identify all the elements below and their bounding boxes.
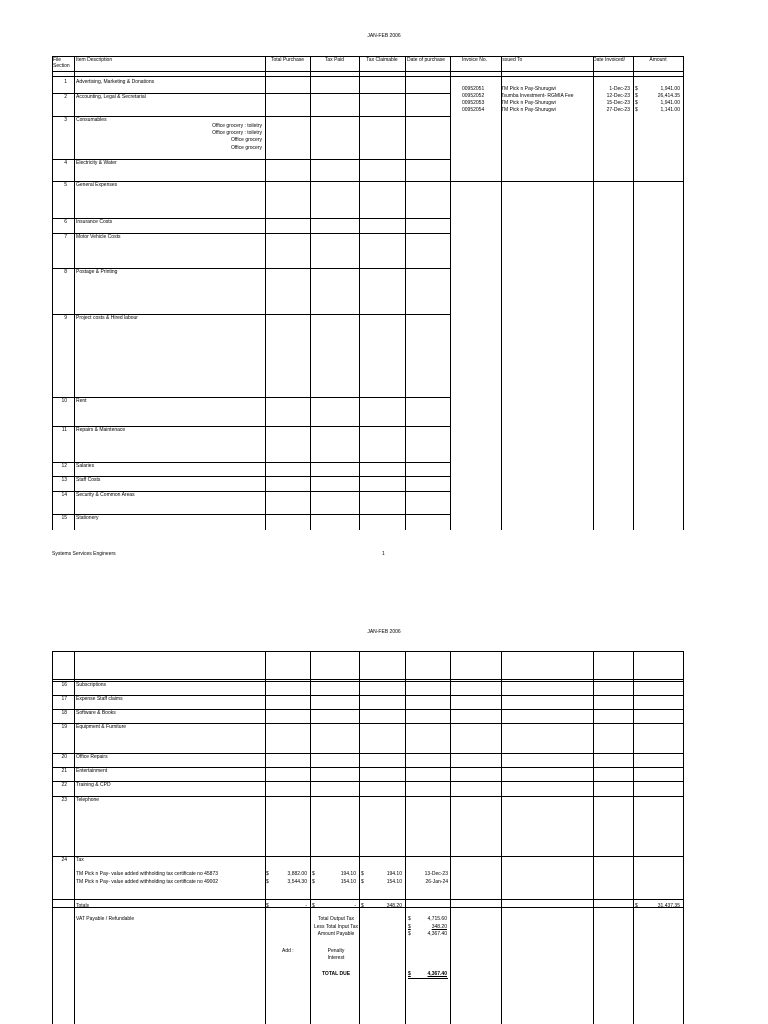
invoice-amount: 1,141.00 [660,107,680,113]
col-header-date-of-purchase: Date of purchase [407,57,446,63]
section-number: 10 [61,398,67,404]
totals-total-purchase: - [305,903,307,909]
col-header-amount: Amount [649,57,667,63]
vat-currency: $ [408,931,411,937]
invoice-date: 15-Dec-23 [606,100,630,106]
invoice-issued-to: Tsumba Investment- RGMIA Fee [501,93,574,99]
column-divider [593,56,594,530]
col-header-tax-claimable: Tax Claimable [366,57,398,63]
tax-row-tax-claimable: 154.10 [386,879,402,885]
totals-tax-paid: - [354,903,356,909]
vat-currency: $ [408,916,411,922]
row-divider [52,679,683,680]
section-label: Telephone [76,797,100,803]
col-header-issued-to: Issued To [501,57,523,63]
column-divider [265,56,266,530]
invoice-issued-to: TM Pick n Pay-Shurugwi [501,107,556,113]
section-label: Salaries [76,463,95,469]
vat-input-tax-label: Less Total Input Tax [313,924,358,930]
tax-row-date: 26-Jan-24 [425,879,448,885]
column-divider [501,651,502,1024]
section-label: Subscriptions [76,682,107,688]
column-divider [52,56,53,530]
section-number: 23 [61,797,67,803]
consumables-item: Office grocery [230,145,262,151]
row-divider [450,181,683,182]
tax-row-currency: $ [361,871,364,877]
section-number: 14 [61,492,67,498]
consumables-item: Office grocery : toiletry [212,123,262,129]
col-header-item-description: Item Description [76,57,113,63]
totals-currency: $ [361,903,364,909]
column-divider [359,651,360,1024]
column-divider [405,651,406,1024]
invoice-currency: $ [635,107,638,113]
vat-currency: $ [408,971,411,977]
section-number: 16 [61,682,67,688]
section-number: 19 [61,724,67,730]
tax-row-total-purchase: 3,882.00 [287,871,307,877]
tax-row-total-purchase: 3,544.30 [287,879,307,885]
invoice-amount: 1,941.00 [660,100,680,106]
table-top-border [52,56,683,57]
column-divider [310,651,311,1024]
row-divider [52,767,683,768]
column-divider [359,56,360,530]
footer-page-number: 1 [382,551,385,557]
col-header-file-section: File Section [53,57,70,69]
row-divider [52,723,683,724]
invoice-currency: $ [635,93,638,99]
section-label: Stationery [76,515,99,521]
section-label: Security & Common Areas [76,492,135,498]
section-label: Equipment & Furniture [76,724,127,730]
row-divider [52,753,683,754]
section-number: 11 [61,427,67,433]
totals-label: Totals [76,903,90,909]
row-divider [52,796,683,797]
row-divider [52,899,683,900]
invoice-date: 12-Dec-23 [606,93,630,99]
vat-output-tax-value: 4,715.60 [427,916,447,922]
tax-row-tax-claimable: 194.10 [386,871,402,877]
vat-input-tax-value: 348.20 [431,924,447,930]
section-label: Insurance Costs [76,219,113,225]
invoice-date: 27-Dec-23 [606,107,630,113]
section-label: Training & CPD [76,782,111,788]
section-label: Motor Vehicle Costs [76,234,121,240]
column-divider [450,56,451,530]
column-divider [74,56,75,530]
section-number: 13 [61,477,67,483]
totals-currency: $ [266,903,269,909]
page1-title: JAN-FEB 2006 [367,33,401,39]
section-label: Entertainment [76,768,108,774]
invoice-issued-to: TM Pick n Pay-Shurugwi [501,100,556,106]
invoice-date: 1-Dec-23 [609,86,630,92]
col-header-total-purchase: Total Purchase [270,57,305,63]
section-label: Electricity & Water [76,160,117,166]
section-number: 15 [61,515,67,521]
section-number: 21 [61,768,67,774]
row-divider [52,681,683,682]
section-label: Postage & Printing [76,269,118,275]
column-divider [310,56,311,530]
section-number: 5 [64,182,67,188]
row-divider [52,116,450,117]
section-number: 18 [61,710,67,716]
vat-currency: $ [408,924,411,930]
invoice-currency: $ [635,100,638,106]
invoice-amount: 26,414.35 [657,93,680,99]
invoice-number: 00952051 [462,86,485,92]
footer-company: Systems Services Engineers [52,551,116,557]
section-number: 24 [61,857,67,863]
vat-label: VAT Payable / Refundable [76,916,135,922]
consumables-item: Office grocery : toiletry [212,130,262,136]
double-underline [408,978,448,979]
column-divider [52,651,53,1024]
tax-row-currency: $ [266,871,269,877]
section-number: 4 [64,160,67,166]
invoice-currency: $ [635,86,638,92]
section-number: 7 [64,234,67,240]
column-divider [633,651,634,1024]
tax-row-description: TM Pick n Pay- value added withholding tax certificate no 45873 [76,871,219,877]
totals-currency: $ [312,903,315,909]
page2-title: JAN-FEB 2006 [367,629,401,635]
vat-total-due-value: 4,367.40 [427,971,447,977]
vat-total-due-label: TOTAL DUE [321,971,351,977]
section-label: Office Repairs [76,754,108,760]
row-divider [52,397,450,398]
vat-interest-label: Interest [327,955,345,961]
column-divider [74,651,75,1024]
col-header-tax-paid: Tax Paid [324,57,345,63]
column-divider [265,651,266,1024]
row-divider [52,781,683,782]
row-divider [52,856,683,857]
column-divider [633,56,634,530]
section-number: 12 [61,463,67,469]
section-label: Rent [76,398,87,404]
tax-row-currency: $ [266,879,269,885]
section-label: Staff Costs [76,477,101,483]
invoice-amount: 1,941.00 [660,86,680,92]
invoice-issued-to: TM Pick n Pay-Shurugwi [501,86,556,92]
section-label: Project costs & Hired labour [76,315,138,321]
consumables-item: Office grocery [230,137,262,143]
section-number: 6 [64,219,67,225]
tax-row-tax-paid: 194.10 [340,871,356,877]
section-number: 3 [64,117,67,123]
section-label: Repairs & Maintenace [76,427,126,433]
totals-tax-claimable: 348.20 [386,903,402,909]
expense-table-page1 [52,56,683,530]
row-divider [450,76,683,77]
tax-row-description: TM Pick n Pay- value added withholding tax certificate no 49002 [76,879,219,885]
expense-table-page2 [52,651,683,1024]
column-divider [593,651,594,1024]
row-divider [52,695,683,696]
vat-amount-payable-label: Amount Payable [317,931,355,937]
tax-row-currency: $ [361,879,364,885]
section-label: Software & Books [76,710,116,716]
section-number: 17 [61,696,67,702]
tax-row-tax-paid: 154.10 [340,879,356,885]
section-number: 22 [61,782,67,788]
row-divider [52,76,450,77]
invoice-number: 00952053 [462,100,485,106]
section-number: 8 [64,269,67,275]
section-number: 1 [64,79,67,85]
vat-amount-payable-value: 4,367.40 [427,931,447,937]
section-number: 20 [61,754,67,760]
section-label: Advertising, Marketing & Donations [76,79,155,85]
section-label: Tax [76,857,84,863]
header-bottom-border [52,71,683,72]
tax-row-date: 13-Dec-23 [424,871,448,877]
column-divider [683,56,684,530]
row-divider [52,514,450,515]
vat-penalty-label: Penalty [327,948,345,954]
column-divider [501,56,502,530]
column-divider [450,651,451,1024]
tax-row-currency: $ [312,871,315,877]
section-label: General Expenses [76,182,118,188]
tax-row-currency: $ [312,879,315,885]
column-divider [683,651,684,1024]
totals-amount: 31,437.35 [657,903,680,909]
row-divider [52,462,450,463]
row-divider [52,709,683,710]
invoice-number: 00952054 [462,107,485,113]
row-divider [52,907,683,908]
vat-add-label: Add : [282,948,294,954]
invoice-number: 00952052 [462,93,485,99]
col-header-invoice-no: Invoice No. [461,57,487,63]
column-divider [405,56,406,530]
section-label: Consumables [76,117,107,123]
table-top-border [52,651,683,652]
col-header-date-invoiced: Date Invoiced/ [593,57,625,63]
row-divider [52,476,450,477]
section-label: Expense Staff claims [76,696,123,702]
totals-currency: $ [635,903,638,909]
section-number: 9 [64,315,67,321]
section-number: 2 [64,94,67,100]
section-label: Accounting, Legal & Secretarial [76,94,146,100]
vat-output-tax-label: Total Output Tax [317,916,355,922]
